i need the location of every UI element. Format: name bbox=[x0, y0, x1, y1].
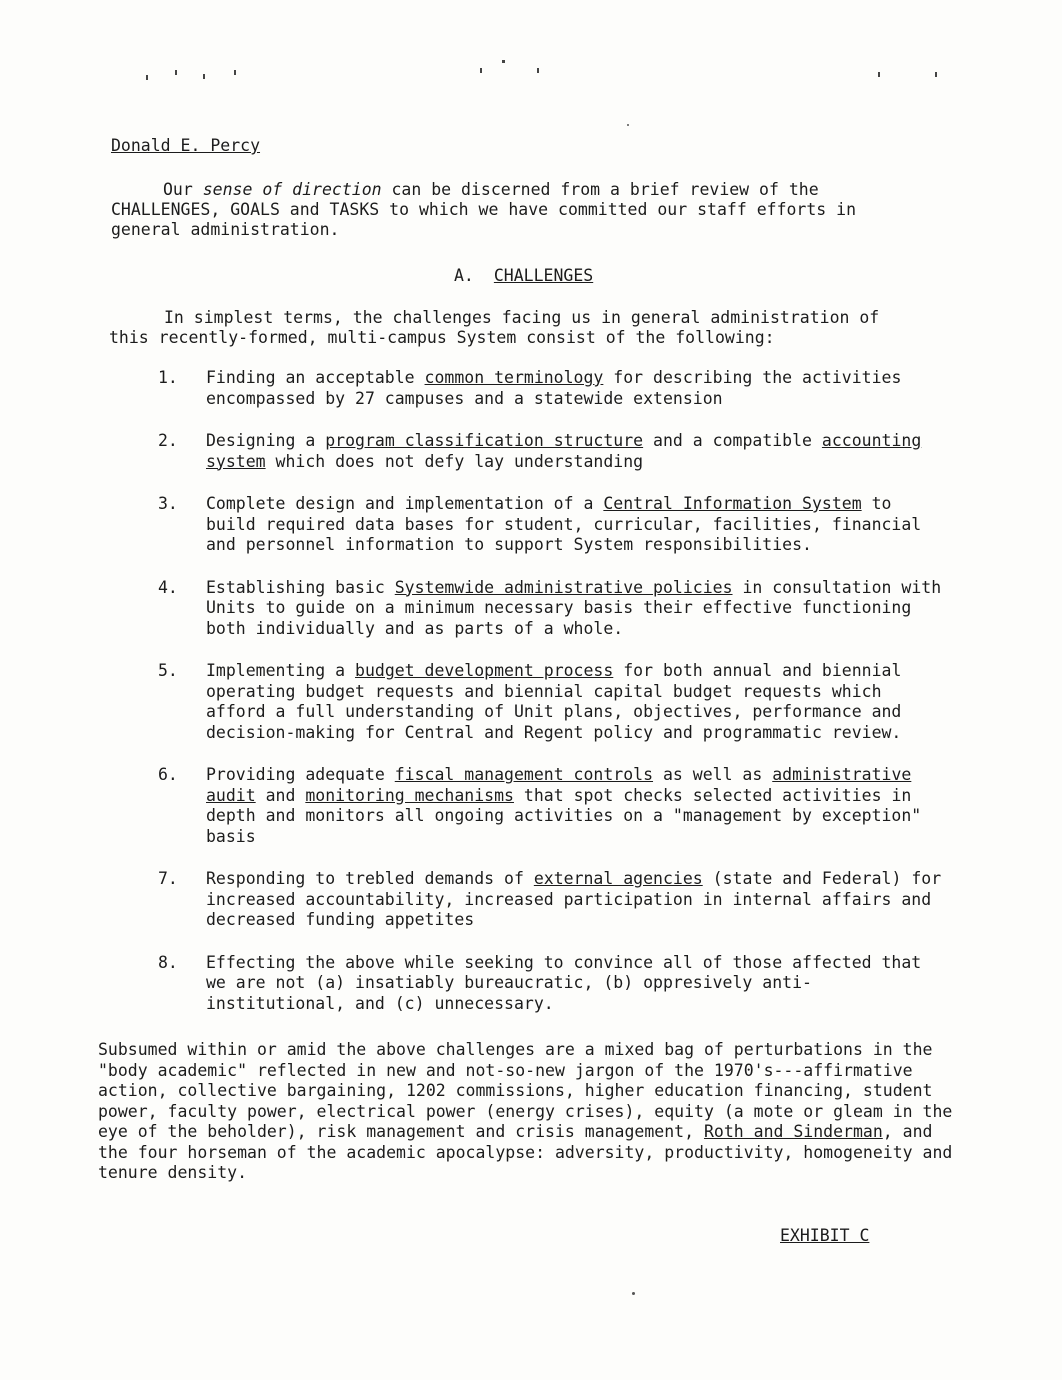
item-text: Complete design and implementation of a bbox=[206, 494, 604, 513]
item-text: in consultation with Units to guide on a minimum necessary basis their effective functioning both individually and as parts of a whole. bbox=[206, 577, 942, 638]
item-underlined: Central Information System bbox=[603, 494, 862, 513]
item-body bbox=[206, 869, 950, 931]
intro-emphasis: sense of direction bbox=[202, 180, 382, 199]
item-body bbox=[206, 494, 950, 556]
list-item bbox=[150, 578, 950, 640]
item-text: and bbox=[255, 785, 306, 805]
item-text: and a compatible bbox=[643, 431, 822, 450]
item-text: that spot checks selected activities in depth and monitors all ongoing activities on a "management by exception" basis bbox=[206, 785, 922, 846]
scan-speck bbox=[627, 124, 629, 126]
scan-speck bbox=[632, 1292, 635, 1295]
list-item bbox=[150, 953, 950, 1015]
item-body bbox=[206, 578, 950, 640]
section-letter: A. bbox=[454, 266, 474, 285]
item-underlined: accounting system bbox=[206, 431, 922, 471]
item-text: as well as bbox=[653, 765, 773, 784]
intro-text-b: can be discerned from a brief review of the CHALLENGES, GOALS and TASKS to which we have committed our staff efforts in general administration. bbox=[111, 180, 857, 239]
list-item bbox=[150, 661, 950, 743]
item-underlined: administrative audit bbox=[206, 765, 912, 805]
author-name: Donald E. Percy bbox=[111, 136, 261, 155]
item-text: (state and Federal) for increased accountability, increased participation in internal affairs and decreased funding appetites bbox=[206, 869, 942, 929]
item-underlined: common terminology bbox=[424, 368, 604, 387]
item-text: Providing adequate bbox=[206, 765, 395, 784]
item-body bbox=[206, 368, 950, 409]
item-text: Responding to trebled demands of bbox=[206, 869, 534, 888]
list-item bbox=[150, 431, 950, 472]
item-number: 7. bbox=[158, 869, 178, 888]
lead-paragraph: In simplest terms, the challenges facing us in general administration of this recently-formed, multi-campus System consist of the following: bbox=[109, 308, 880, 347]
item-number: 5. bbox=[158, 661, 178, 680]
item-underlined: fiscal management controls bbox=[394, 765, 654, 784]
intro-paragraph bbox=[111, 180, 911, 240]
item-number: 2. bbox=[158, 431, 178, 450]
item-underlined: budget development process bbox=[355, 661, 614, 680]
item-body: Effecting the above while seeking to convince all of those affected that we are not (a) insatiably bureaucratic, (b) oppresively anti-institutional, and (c) unnecessary. bbox=[206, 952, 922, 1013]
item-underlined: external agencies bbox=[533, 869, 703, 888]
list-item bbox=[150, 765, 950, 847]
item-number: 8. bbox=[158, 952, 178, 972]
intro-text-a: Our bbox=[163, 180, 203, 199]
section-title: CHALLENGES bbox=[493, 266, 594, 285]
item-underlined: program classification structure bbox=[325, 431, 644, 450]
item-number: 1. bbox=[158, 368, 178, 387]
list-item bbox=[150, 869, 950, 931]
exhibit-label: EXHIBIT C bbox=[780, 1226, 870, 1245]
item-text: for describing the activities encompassed by 27 campuses and a statewide extension bbox=[206, 368, 902, 408]
scan-specks bbox=[0, 60, 1062, 90]
closing-paragraph bbox=[98, 1040, 958, 1184]
section-heading bbox=[454, 266, 593, 285]
item-text: for both annual and biennial operating budget requests and biennial capital budget requests which afford a full understanding of Unit plans, objectives, performance and decision-making for Central and Regent policy and programmatic review. bbox=[206, 661, 902, 742]
item-number: 4. bbox=[158, 577, 178, 597]
item-text: Finding an acceptable bbox=[206, 368, 425, 387]
item-text: Designing a bbox=[206, 431, 326, 450]
item-body bbox=[206, 765, 950, 847]
item-body bbox=[206, 431, 950, 472]
item-number: 3. bbox=[158, 494, 178, 513]
item-number: 6. bbox=[158, 765, 178, 784]
list-item bbox=[150, 368, 950, 409]
item-text: to build required data bases for student, curricular, facilities, financial and personnel information to support System responsibilities. bbox=[206, 494, 922, 554]
item-text: Implementing a bbox=[206, 661, 356, 680]
item-underlined: Systemwide administrative policies bbox=[394, 577, 733, 597]
list-item bbox=[150, 494, 950, 556]
closing-text-a: Subsumed within or amid the above challenges are a mixed bag of perturbations in the "body academic" reflected in new and not-so-new jargon of the 1970's---affirmative action, collective bargaining, 1202 commissions, higher education financing, student power, faculty power, electrical power (energy crises), equity (a mote or gleam in the eye of the beholder), risk management and crisis management, bbox=[98, 1040, 953, 1141]
item-underlined: monitoring mechanisms bbox=[305, 785, 514, 805]
item-text: which does not defy lay understanding bbox=[265, 451, 644, 471]
closing-text-b: , and the four horseman of the academic apocalypse: adversity, productivity, homogeneity and tenure density. bbox=[98, 1122, 953, 1182]
item-body bbox=[206, 661, 950, 743]
item-text: Establishing basic bbox=[206, 577, 395, 597]
challenges-list bbox=[150, 368, 950, 1036]
closing-underlined: Roth and Sinderman bbox=[703, 1122, 883, 1141]
